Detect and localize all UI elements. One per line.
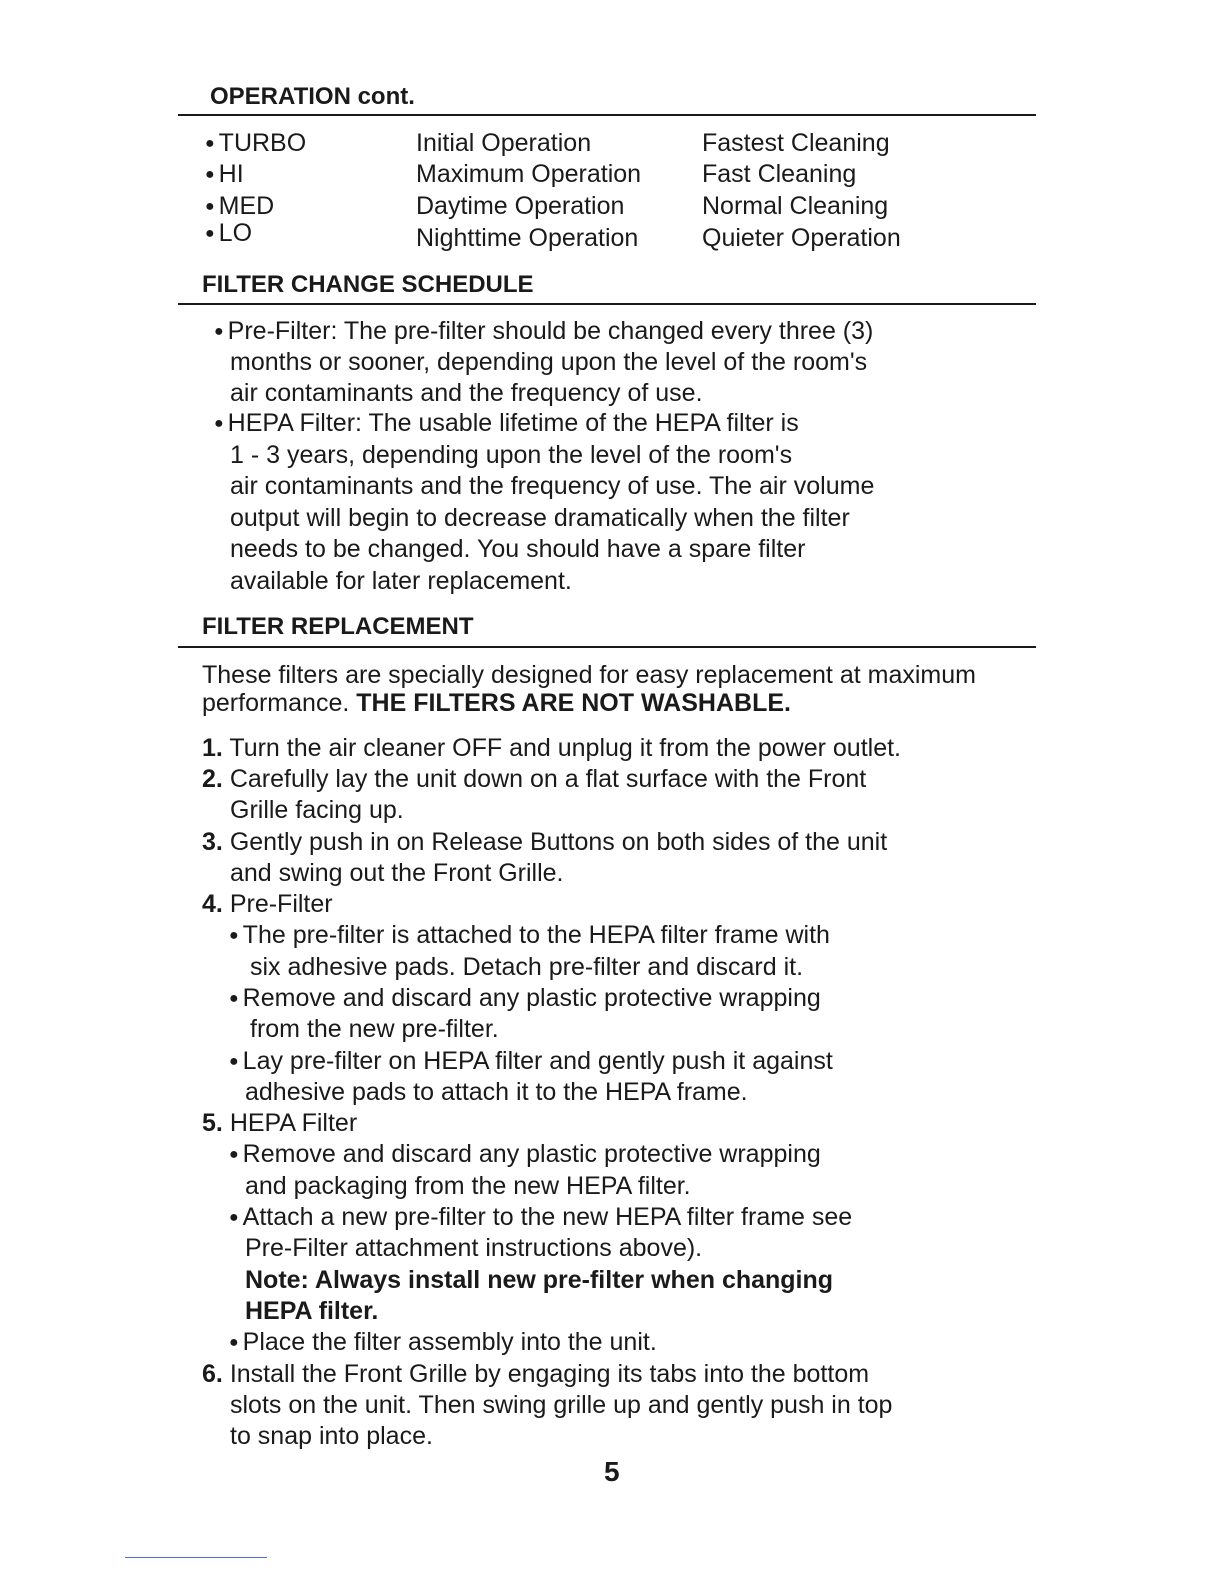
step-bullet: ● Remove and discard any plastic protective wrapping (229, 1140, 821, 1168)
schedule-hepa-line: ● HEPA Filter: The usable lifetime of the HEPA filter is (214, 409, 799, 437)
section-heading-replacement: FILTER REPLACEMENT (202, 613, 474, 640)
schedule-prefilter-line: ● Pre-Filter: The pre-filter should be changed every three (3) (214, 317, 874, 345)
bullet-icon: ● (214, 415, 224, 432)
heading-rule (178, 303, 1036, 305)
step-bullet: ● The pre-filter is attached to the HEPA filter frame with (229, 921, 830, 949)
mode-operation: Nighttime Operation (416, 224, 639, 252)
mode-operation: Initial Operation (416, 129, 592, 157)
schedule-hepa-line: needs to be changed. You should have a spare filter (230, 535, 806, 563)
step-3: 3. Gently push in on Release Buttons on both sides of the unit (202, 828, 888, 856)
bullet-icon: ● (229, 1209, 239, 1226)
mode-row: ● TURBO (205, 129, 307, 157)
section-heading-schedule: FILTER CHANGE SCHEDULE (202, 271, 534, 298)
mode-row: ● MED (205, 192, 275, 220)
bullet-icon: ● (205, 135, 215, 152)
step-line: and swing out the Front Grille. (230, 859, 564, 887)
heading-rule (178, 646, 1036, 648)
mode-result: Normal Cleaning (702, 192, 889, 220)
intro-text: These filters are specially designed for easy replacement at maximum (202, 661, 976, 689)
section-heading-operation: OPERATION cont. (210, 83, 415, 110)
schedule-hepa-line: available for later replacement. (230, 567, 572, 595)
step-bullet: ● Attach a new pre-filter to the new HEPA filter frame see (229, 1203, 853, 1231)
mode-row: ● LO (205, 219, 253, 247)
bullet-icon: ● (205, 198, 215, 215)
step-line: Pre-Filter attachment instructions above). (245, 1234, 703, 1262)
bullet-icon: ● (229, 1334, 239, 1351)
step-1: 1. Turn the air cleaner OFF and unplug it from the power outlet. (202, 734, 901, 762)
bullet-icon: ● (229, 1146, 239, 1163)
schedule-prefilter-line: months or sooner, depending upon the level of the room's (230, 348, 868, 376)
step-bullet: ● Place the filter assembly into the unit. (229, 1328, 657, 1356)
mode-operation: Maximum Operation (416, 160, 642, 188)
step-line: to snap into place. (230, 1422, 433, 1450)
step-line: adhesive pads to attach it to the HEPA frame. (245, 1078, 748, 1106)
step-line: Grille facing up. (230, 796, 404, 824)
step-5: 5. HEPA Filter (202, 1109, 358, 1137)
heading-rule (178, 114, 1036, 116)
schedule-prefilter-line: air contaminants and the frequency of use. (230, 379, 703, 407)
divider-line (125, 1557, 267, 1558)
not-washable-warning: THE FILTERS ARE NOT WASHABLE. (356, 689, 791, 717)
bullet-icon: ● (214, 323, 224, 340)
bullet-icon: ● (229, 990, 239, 1007)
mode-result: Fast Cleaning (702, 160, 857, 188)
schedule-hepa-line: air contaminants and the frequency of use. The air volume (230, 472, 875, 500)
page-number: 5 (604, 1456, 620, 1487)
step-6: 6. Install the Front Grille by engaging its tabs into the bottom (202, 1360, 870, 1388)
step-line: slots on the unit. Then swing grille up and gently push in top (230, 1391, 893, 1419)
mode-result: Quieter Operation (702, 224, 901, 252)
note-text: Note: Always install new pre-filter when changing (245, 1266, 834, 1294)
bullet-icon: ● (229, 1053, 239, 1070)
step-line: six adhesive pads. Detach pre-filter and discard it. (250, 953, 804, 981)
mode-operation: Daytime Operation (416, 192, 625, 220)
step-4: 4. Pre-Filter (202, 890, 333, 918)
mode-result: Fastest Cleaning (702, 129, 890, 157)
step-2: 2. Carefully lay the unit down on a flat surface with the Front (202, 765, 867, 793)
mode-row: ● HI (205, 160, 244, 188)
bullet-icon: ● (205, 166, 215, 183)
step-line: from the new pre-filter. (250, 1015, 499, 1043)
step-bullet: ● Lay pre-filter on HEPA filter and gently push it against (229, 1047, 833, 1075)
bullet-icon: ● (205, 225, 215, 242)
intro-text: performance. THE FILTERS ARE NOT WASHABLE. (202, 689, 791, 717)
step-bullet: ● Remove and discard any plastic protective wrapping (229, 984, 821, 1012)
bullet-icon: ● (229, 927, 239, 944)
note-text: HEPA filter. (245, 1297, 379, 1325)
schedule-hepa-line: output will begin to decrease dramatically when the filter (230, 504, 850, 532)
step-line: and packaging from the new HEPA filter. (245, 1172, 691, 1200)
schedule-hepa-line: 1 - 3 years, depending upon the level of the room's (230, 441, 793, 469)
